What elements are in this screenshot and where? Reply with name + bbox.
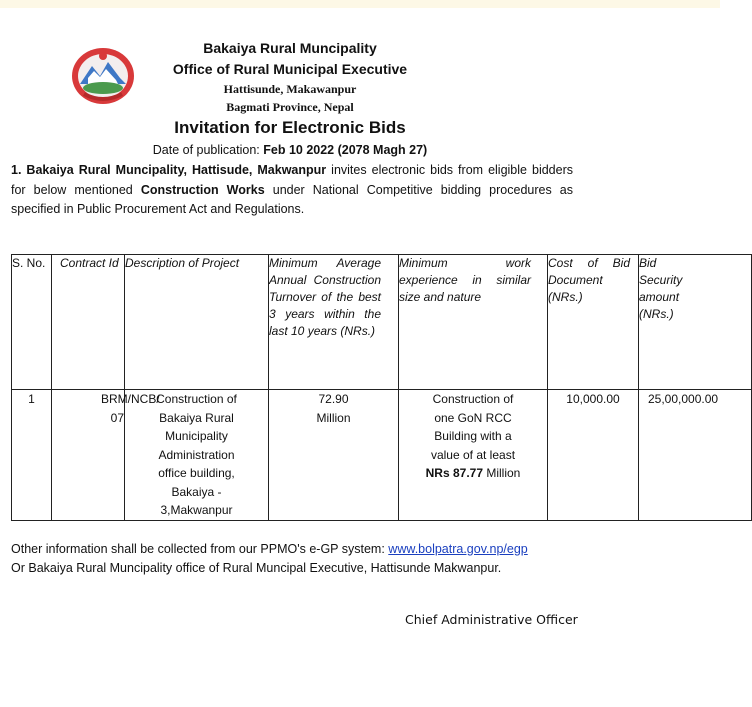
header-security: Bid Security amount (NRs.) [639,255,752,390]
publication-date-value: Feb 10 2022 (2078 Magh 27) [263,143,428,157]
header-turnover: Minimum Average Annual Construction Turnover of the best 3 years within the last 10 years (NRs.) [269,255,399,390]
cell-turnover [269,390,399,521]
publication-label: Date of publication: [152,143,260,157]
signature-title: Chief Administrative Officer [405,612,578,627]
other-info-text: Other information shall be collected from our PPMO's e-GP system: [11,542,389,556]
turnover-value: 72.90 [318,392,349,406]
office-name: Office of Rural Municipal Executive [172,61,408,77]
cell-contract-id [52,390,160,521]
header-experience: Minimum work experience in similar size and nature [399,255,548,390]
top-band [0,0,720,8]
bid-table [11,254,752,521]
header-cost: Cost of Bid Document (NRs.) [548,255,639,390]
contract-id-part-2: 07 [110,410,124,425]
cell-experience [399,390,548,521]
experience-value: NRs 87.77 [425,466,484,480]
turnover-unit: Million [316,410,351,425]
cell-sno: 1 [12,390,52,521]
table-row [12,390,752,521]
cell-cost: 10,000.00 [548,390,639,521]
notice-title: Invitation for Electronic Bids [174,118,406,137]
other-information [11,540,528,578]
other-info-line-2: Or Bakaiya Rural Muncipality office of Rural Muncipal Executive, Hattisunde Makwanpur. [11,561,502,575]
publication-date [0,143,580,157]
intro-works: Construction Works [140,182,265,197]
experience-unit: Million [483,466,521,480]
address-line-2: Bagmati Province, Nepal [226,100,354,114]
egp-link[interactable]: www.bolpatra.gov.np/egp [388,542,528,556]
intro-paragraph [11,161,573,220]
intro-entity: 1. Bakaiya Rural Muncipality, Hattisude, Makwanpur [11,163,327,177]
cell-description: Construction of Bakaiya Rural Municipality Administration office building, Bakaiya - 3,Makwanpur [125,390,269,521]
intro-text-1: invites electronic bids from eligible bidders for below mentioned [11,163,573,197]
intro-text-2: under National Competitive bidding procedures as specified in Public Procurement Act and Regulations. [11,182,573,216]
table-header-row [12,255,752,390]
header-sno: S. No. [12,255,52,390]
contract-id-part-1: BRM/NCB/ [101,392,160,406]
cell-security: 25,00,000.00 [639,390,752,521]
experience-text: Construction of one GoN RCC Building with a value of at least [430,392,516,462]
header-contract-id: Contract Id [52,255,125,390]
municipality-name: Bakaiya Rural Muncipality [203,40,377,56]
header-description: Description of Project [125,255,269,390]
address-line-1: Hattisunde, Makawanpur [223,82,357,96]
